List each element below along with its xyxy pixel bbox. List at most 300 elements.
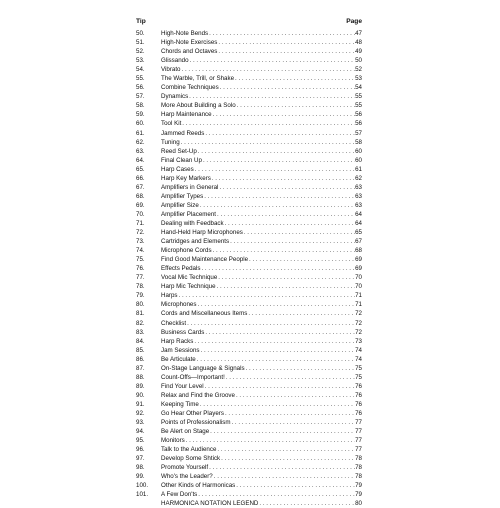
dot-leader bbox=[196, 355, 355, 364]
dot-leader bbox=[194, 165, 355, 174]
page-number: 63 bbox=[355, 192, 362, 200]
page-number: 52 bbox=[355, 66, 362, 74]
dot-leader bbox=[186, 319, 355, 328]
entry-title: High-Note Exercises bbox=[161, 39, 218, 47]
page-number: 53 bbox=[355, 75, 362, 83]
entry-title: Vibrato bbox=[161, 66, 181, 74]
dot-leader bbox=[189, 56, 356, 65]
table-of-contents bbox=[133, 16, 362, 508]
tip-number: 64. bbox=[136, 156, 145, 164]
dot-leader bbox=[217, 38, 355, 47]
entry-body bbox=[161, 364, 362, 373]
tip-number: 87. bbox=[136, 364, 145, 372]
toc-entry bbox=[133, 454, 362, 463]
entry-body bbox=[161, 427, 362, 436]
page-number: 79 bbox=[355, 491, 362, 499]
dot-leader bbox=[212, 110, 356, 119]
toc-entry bbox=[133, 174, 362, 183]
entry-body bbox=[161, 29, 362, 38]
toc-entry bbox=[133, 463, 362, 472]
tip-number: 92. bbox=[136, 409, 145, 417]
dot-leader bbox=[204, 382, 355, 391]
dot-leader bbox=[209, 427, 355, 436]
entry-title: Glissando bbox=[161, 57, 189, 65]
page-number: 78 bbox=[355, 464, 362, 472]
page-number: 62 bbox=[355, 174, 362, 182]
page-number: 70 bbox=[355, 283, 362, 291]
page-number: 76 bbox=[355, 391, 362, 399]
tip-number: 52. bbox=[136, 48, 145, 56]
toc-entry bbox=[133, 255, 362, 264]
toc-entry bbox=[133, 138, 362, 147]
entry-body bbox=[161, 328, 362, 337]
entry-body bbox=[161, 201, 362, 210]
toc-entry bbox=[133, 382, 362, 391]
entry-body bbox=[161, 300, 362, 309]
entry-body bbox=[161, 481, 362, 490]
entry-title: Develop Some Shtick bbox=[161, 455, 221, 463]
entry-body bbox=[161, 391, 362, 400]
toc-entry bbox=[133, 282, 362, 291]
toc-entry bbox=[133, 346, 362, 355]
page-number: 71 bbox=[355, 292, 362, 300]
entry-title: Be Articulate bbox=[161, 355, 196, 363]
tip-number: 73. bbox=[136, 238, 145, 246]
page-number: 60 bbox=[355, 147, 362, 155]
page-number: 48 bbox=[355, 39, 362, 47]
dot-leader bbox=[247, 309, 355, 318]
entry-body bbox=[161, 282, 362, 291]
page-number: 47 bbox=[355, 30, 362, 37]
dot-leader bbox=[230, 418, 355, 427]
entry-title: Harps bbox=[161, 292, 178, 300]
entry-body bbox=[161, 210, 362, 219]
tip-number: 67. bbox=[136, 183, 145, 191]
dot-leader bbox=[236, 101, 355, 110]
page-number: 77 bbox=[355, 419, 362, 427]
toc-entry bbox=[133, 38, 362, 47]
dot-leader bbox=[208, 29, 355, 38]
dot-leader bbox=[229, 237, 355, 246]
tip-number: 78. bbox=[136, 283, 145, 291]
toc-entry bbox=[133, 29, 362, 38]
entry-body bbox=[161, 65, 362, 74]
entry-body bbox=[161, 255, 362, 264]
entry-title: Business Cards bbox=[161, 328, 205, 336]
toc-entry bbox=[133, 427, 362, 436]
page-number: 69 bbox=[355, 256, 362, 264]
tip-number: 50. bbox=[136, 30, 145, 37]
entry-title: Reed Set-Up bbox=[161, 147, 197, 155]
entry-title: Keeping Time bbox=[161, 400, 199, 408]
entry-body bbox=[161, 418, 362, 427]
entry-body bbox=[161, 174, 362, 183]
tip-column-label: Tip bbox=[136, 18, 146, 25]
toc-entry bbox=[133, 210, 362, 219]
tip-number: 69. bbox=[136, 201, 145, 209]
page-number: 63 bbox=[355, 183, 362, 191]
tip-number: 99. bbox=[136, 473, 145, 481]
entry-title: Microphones bbox=[161, 301, 197, 309]
page-number: 64 bbox=[355, 210, 362, 218]
entry-body bbox=[161, 219, 362, 228]
toc-entry bbox=[133, 445, 362, 454]
dot-leader bbox=[225, 373, 355, 382]
page-number: 78 bbox=[355, 455, 362, 463]
dot-leader bbox=[197, 490, 355, 499]
toc-entry bbox=[133, 110, 362, 119]
entry-body bbox=[161, 409, 362, 418]
toc-entry bbox=[133, 328, 362, 337]
tip-number: 72. bbox=[136, 229, 145, 237]
entry-title: Harp Key Markers bbox=[161, 174, 211, 182]
tip-number: 93. bbox=[136, 419, 145, 427]
entry-body bbox=[161, 246, 362, 255]
tip-number: 57. bbox=[136, 93, 145, 101]
entry-body bbox=[161, 156, 362, 165]
dot-leader bbox=[202, 156, 355, 165]
toc-entry bbox=[133, 246, 362, 255]
entry-title: Harp Mic Technique bbox=[161, 283, 216, 291]
tip-number: 98. bbox=[136, 464, 145, 472]
entry-title: Cartridges and Elements bbox=[161, 238, 230, 246]
entry-body bbox=[161, 436, 362, 445]
dot-leader bbox=[208, 463, 355, 472]
entry-title: Dealing with Feedback bbox=[161, 219, 224, 227]
page-number: 77 bbox=[355, 446, 362, 454]
dot-leader bbox=[216, 282, 356, 291]
page-number: 58 bbox=[355, 138, 362, 146]
entry-title: On-Stage Language & Signals bbox=[161, 364, 245, 372]
entry-body bbox=[161, 346, 362, 355]
toc-entry bbox=[133, 300, 362, 309]
toc-entry bbox=[133, 56, 362, 65]
page-number: 64 bbox=[355, 219, 362, 227]
dot-leader bbox=[188, 92, 355, 101]
toc-entry bbox=[133, 101, 362, 110]
entry-body bbox=[161, 74, 362, 83]
toc-entry bbox=[133, 481, 362, 490]
toc-entries bbox=[133, 29, 362, 508]
page-number: 75 bbox=[355, 373, 362, 381]
toc-entry bbox=[133, 364, 362, 373]
toc-entry bbox=[133, 92, 362, 101]
page-number: 60 bbox=[355, 156, 362, 164]
entry-body bbox=[161, 138, 362, 147]
page-number: 57 bbox=[355, 129, 362, 137]
entry-body bbox=[161, 119, 362, 128]
dot-leader bbox=[200, 264, 355, 273]
entry-title: Cords and Miscellaneous Items bbox=[161, 310, 248, 318]
tip-number: 59. bbox=[136, 111, 145, 119]
toc-entry bbox=[133, 436, 362, 445]
tip-number: 91. bbox=[136, 400, 145, 408]
entry-body bbox=[161, 445, 362, 454]
entry-body bbox=[161, 183, 362, 192]
dot-leader bbox=[220, 454, 355, 463]
toc-entry bbox=[133, 418, 362, 427]
entry-body bbox=[161, 490, 362, 499]
toc-entry bbox=[133, 319, 362, 328]
entry-body bbox=[161, 129, 362, 138]
toc-entry bbox=[133, 201, 362, 210]
entry-title: Find Good Maintenance People bbox=[161, 256, 249, 264]
page-number: 55 bbox=[355, 102, 362, 110]
dot-leader bbox=[204, 129, 355, 138]
entry-title: Vocal Mic Technique bbox=[161, 274, 218, 282]
page-number: 73 bbox=[355, 337, 362, 345]
entry-body bbox=[161, 92, 362, 101]
dot-leader bbox=[235, 481, 355, 490]
page-number: 68 bbox=[355, 247, 362, 255]
toc-entry bbox=[133, 237, 362, 246]
page-number: 67 bbox=[355, 238, 362, 246]
page-number: 78 bbox=[355, 473, 362, 481]
page-number: 55 bbox=[355, 93, 362, 101]
tip-number: 96. bbox=[136, 446, 145, 454]
tip-number: 79. bbox=[136, 292, 145, 300]
entry-body bbox=[161, 454, 362, 463]
page-number: 54 bbox=[355, 84, 362, 92]
entry-body bbox=[161, 499, 362, 508]
toc-entry bbox=[133, 183, 362, 192]
page-column-label: Page bbox=[346, 18, 362, 25]
entry-body bbox=[161, 355, 362, 364]
entry-title: A Few Don'ts bbox=[161, 491, 198, 499]
entry-title: Harp Maintenance bbox=[161, 111, 212, 119]
dot-leader bbox=[204, 328, 355, 337]
toc-entry bbox=[133, 192, 362, 201]
entry-title: Jam Sessions bbox=[161, 346, 200, 354]
entry-title: Relax and Find the Groove bbox=[161, 391, 235, 399]
entry-body bbox=[161, 291, 362, 300]
dot-leader bbox=[180, 138, 355, 147]
entry-title: Be Alert on Stage bbox=[161, 428, 210, 436]
toc-entry bbox=[133, 409, 362, 418]
tip-number: 85. bbox=[136, 346, 145, 354]
toc-entry bbox=[133, 74, 362, 83]
dot-leader bbox=[185, 436, 355, 445]
entry-title: Amplifier Types bbox=[161, 192, 204, 200]
entry-body bbox=[161, 237, 362, 246]
tip-number: 97. bbox=[136, 455, 145, 463]
entry-body bbox=[161, 147, 362, 156]
toc-entry bbox=[133, 391, 362, 400]
entry-title: Tuning bbox=[161, 138, 180, 146]
tip-number: 86. bbox=[136, 355, 145, 363]
toc-entry bbox=[133, 337, 362, 346]
entry-title: Amplifier Placement bbox=[161, 210, 217, 218]
toc-entry bbox=[133, 273, 362, 282]
entry-title: Chords and Octaves bbox=[161, 48, 218, 56]
dot-leader bbox=[219, 83, 355, 92]
tip-number: 58. bbox=[136, 102, 145, 110]
toc-entry bbox=[133, 228, 362, 237]
entry-title: Other Kinds of Harmonicas bbox=[161, 482, 236, 490]
tip-number: 77. bbox=[136, 274, 145, 282]
page-number: 76 bbox=[355, 382, 362, 390]
dot-leader bbox=[197, 147, 355, 156]
dot-leader bbox=[216, 445, 355, 454]
toc-entry bbox=[133, 499, 362, 508]
page-number: 56 bbox=[355, 120, 362, 128]
page-number: 77 bbox=[355, 428, 362, 436]
tip-number: 75. bbox=[136, 256, 145, 264]
dot-leader bbox=[181, 65, 356, 74]
page-number: 72 bbox=[355, 310, 362, 318]
dot-leader bbox=[243, 228, 355, 237]
page-number: 56 bbox=[355, 111, 362, 119]
page-number: 75 bbox=[355, 364, 362, 372]
entry-title: High-Note Bends bbox=[161, 30, 209, 37]
tip-number: 84. bbox=[136, 337, 145, 345]
page-number: 76 bbox=[355, 409, 362, 417]
entry-body bbox=[161, 56, 362, 65]
entry-body bbox=[161, 110, 362, 119]
tip-number: 81. bbox=[136, 310, 145, 318]
page-number: 50 bbox=[355, 57, 362, 65]
tip-number: 74. bbox=[136, 247, 145, 255]
tip-number: 62. bbox=[136, 138, 145, 146]
dot-leader bbox=[248, 255, 355, 264]
entry-title: Checklist bbox=[161, 319, 187, 327]
toc-entry bbox=[133, 373, 362, 382]
tip-number: 70. bbox=[136, 210, 145, 218]
tip-number: 51. bbox=[136, 39, 145, 47]
dot-leader bbox=[199, 400, 355, 409]
entry-title: Monitors bbox=[161, 437, 185, 445]
entry-body bbox=[161, 373, 362, 382]
tip-number: 76. bbox=[136, 265, 145, 273]
entry-body bbox=[161, 83, 362, 92]
tip-number: 89. bbox=[136, 382, 145, 390]
entry-body bbox=[161, 47, 362, 56]
entry-title: Find Your Level bbox=[161, 382, 204, 390]
entry-title: Dynamics bbox=[161, 93, 189, 101]
dot-leader bbox=[235, 391, 355, 400]
tip-number: 66. bbox=[136, 174, 145, 182]
entry-title: Points of Professionalism bbox=[161, 419, 231, 427]
dot-leader bbox=[200, 346, 356, 355]
entry-body bbox=[161, 192, 362, 201]
entry-body bbox=[161, 264, 362, 273]
dot-leader bbox=[213, 472, 355, 481]
tip-number: 95. bbox=[136, 437, 145, 445]
dot-leader bbox=[212, 246, 356, 255]
tip-number: 100. bbox=[136, 482, 149, 490]
dot-leader bbox=[178, 291, 356, 300]
tip-number: 80. bbox=[136, 301, 145, 309]
entry-title: Harp Cases bbox=[161, 165, 194, 173]
entry-body bbox=[161, 319, 362, 328]
toc-entry bbox=[133, 355, 362, 364]
page-number: 79 bbox=[355, 482, 362, 490]
entry-title: Tool Kit bbox=[161, 120, 182, 128]
dot-leader bbox=[193, 337, 355, 346]
dot-leader bbox=[199, 201, 355, 210]
page-number: 70 bbox=[355, 274, 362, 282]
entry-body bbox=[161, 38, 362, 47]
page-number: 49 bbox=[355, 48, 362, 56]
entry-title: Go Hear Other Players bbox=[161, 409, 224, 417]
entry-title: Hand-Held Harp Microphones bbox=[161, 229, 243, 237]
toc-entry bbox=[133, 83, 362, 92]
page-number: 61 bbox=[355, 165, 362, 173]
dot-leader bbox=[218, 183, 355, 192]
toc-entry bbox=[133, 119, 362, 128]
tip-number: 90. bbox=[136, 391, 145, 399]
tip-number: 94. bbox=[136, 428, 145, 436]
tip-number: 82. bbox=[136, 319, 145, 327]
entry-body bbox=[161, 228, 362, 237]
page-number: 77 bbox=[355, 437, 362, 445]
dot-leader bbox=[181, 119, 355, 128]
toc-entry bbox=[133, 400, 362, 409]
entry-title: Amplifiers in General bbox=[161, 183, 219, 191]
entry-title: Who's the Leader? bbox=[161, 473, 213, 481]
tip-number: 53. bbox=[136, 57, 145, 65]
entry-title: Harp Racks bbox=[161, 337, 194, 345]
entry-title: Final Clean Up bbox=[161, 156, 202, 164]
page-number: 74 bbox=[355, 355, 362, 363]
entry-title: Amplifier Size bbox=[161, 201, 199, 209]
dot-leader bbox=[196, 300, 355, 309]
dot-leader bbox=[216, 210, 355, 219]
toc-entry bbox=[133, 65, 362, 74]
entry-body bbox=[161, 400, 362, 409]
tip-number: 65. bbox=[136, 165, 145, 173]
tip-number: 56. bbox=[136, 84, 145, 92]
page-number: 69 bbox=[355, 265, 362, 273]
tip-number: 68. bbox=[136, 192, 145, 200]
entry-body bbox=[161, 101, 362, 110]
entry-title: Talk to the Audience bbox=[161, 446, 217, 454]
page-number: 63 bbox=[355, 201, 362, 209]
dot-leader bbox=[203, 192, 355, 201]
tip-number: 63. bbox=[136, 147, 145, 155]
tip-number: 54. bbox=[136, 66, 145, 74]
page-number: 71 bbox=[355, 301, 362, 309]
dot-leader bbox=[234, 74, 355, 83]
page-number: 72 bbox=[355, 328, 362, 336]
toc-entry bbox=[133, 291, 362, 300]
entry-body bbox=[161, 309, 362, 318]
toc-entry bbox=[133, 490, 362, 499]
page-number: 76 bbox=[355, 400, 362, 408]
page-number: 72 bbox=[355, 319, 362, 327]
toc-entry bbox=[133, 47, 362, 56]
entry-title: Microphone Cords bbox=[161, 247, 212, 255]
toc-entry bbox=[133, 309, 362, 318]
toc-entry bbox=[133, 129, 362, 138]
dot-leader bbox=[224, 409, 355, 418]
dot-leader bbox=[217, 273, 355, 282]
page-number: 65 bbox=[355, 229, 362, 237]
dot-leader bbox=[217, 47, 355, 56]
entry-title: The Warble, Trill, or Shake bbox=[161, 75, 235, 83]
tip-number: 71. bbox=[136, 219, 145, 227]
toc-entry bbox=[133, 147, 362, 156]
entry-title: Count-Offs—Important! bbox=[161, 373, 225, 381]
page-number: 74 bbox=[355, 346, 362, 354]
entry-body bbox=[161, 382, 362, 391]
dot-leader bbox=[211, 174, 355, 183]
toc-entry bbox=[133, 165, 362, 174]
entry-body bbox=[161, 337, 362, 346]
entry-body bbox=[161, 273, 362, 282]
toc-entry bbox=[133, 219, 362, 228]
entry-title: Promote Yourself bbox=[161, 464, 209, 472]
